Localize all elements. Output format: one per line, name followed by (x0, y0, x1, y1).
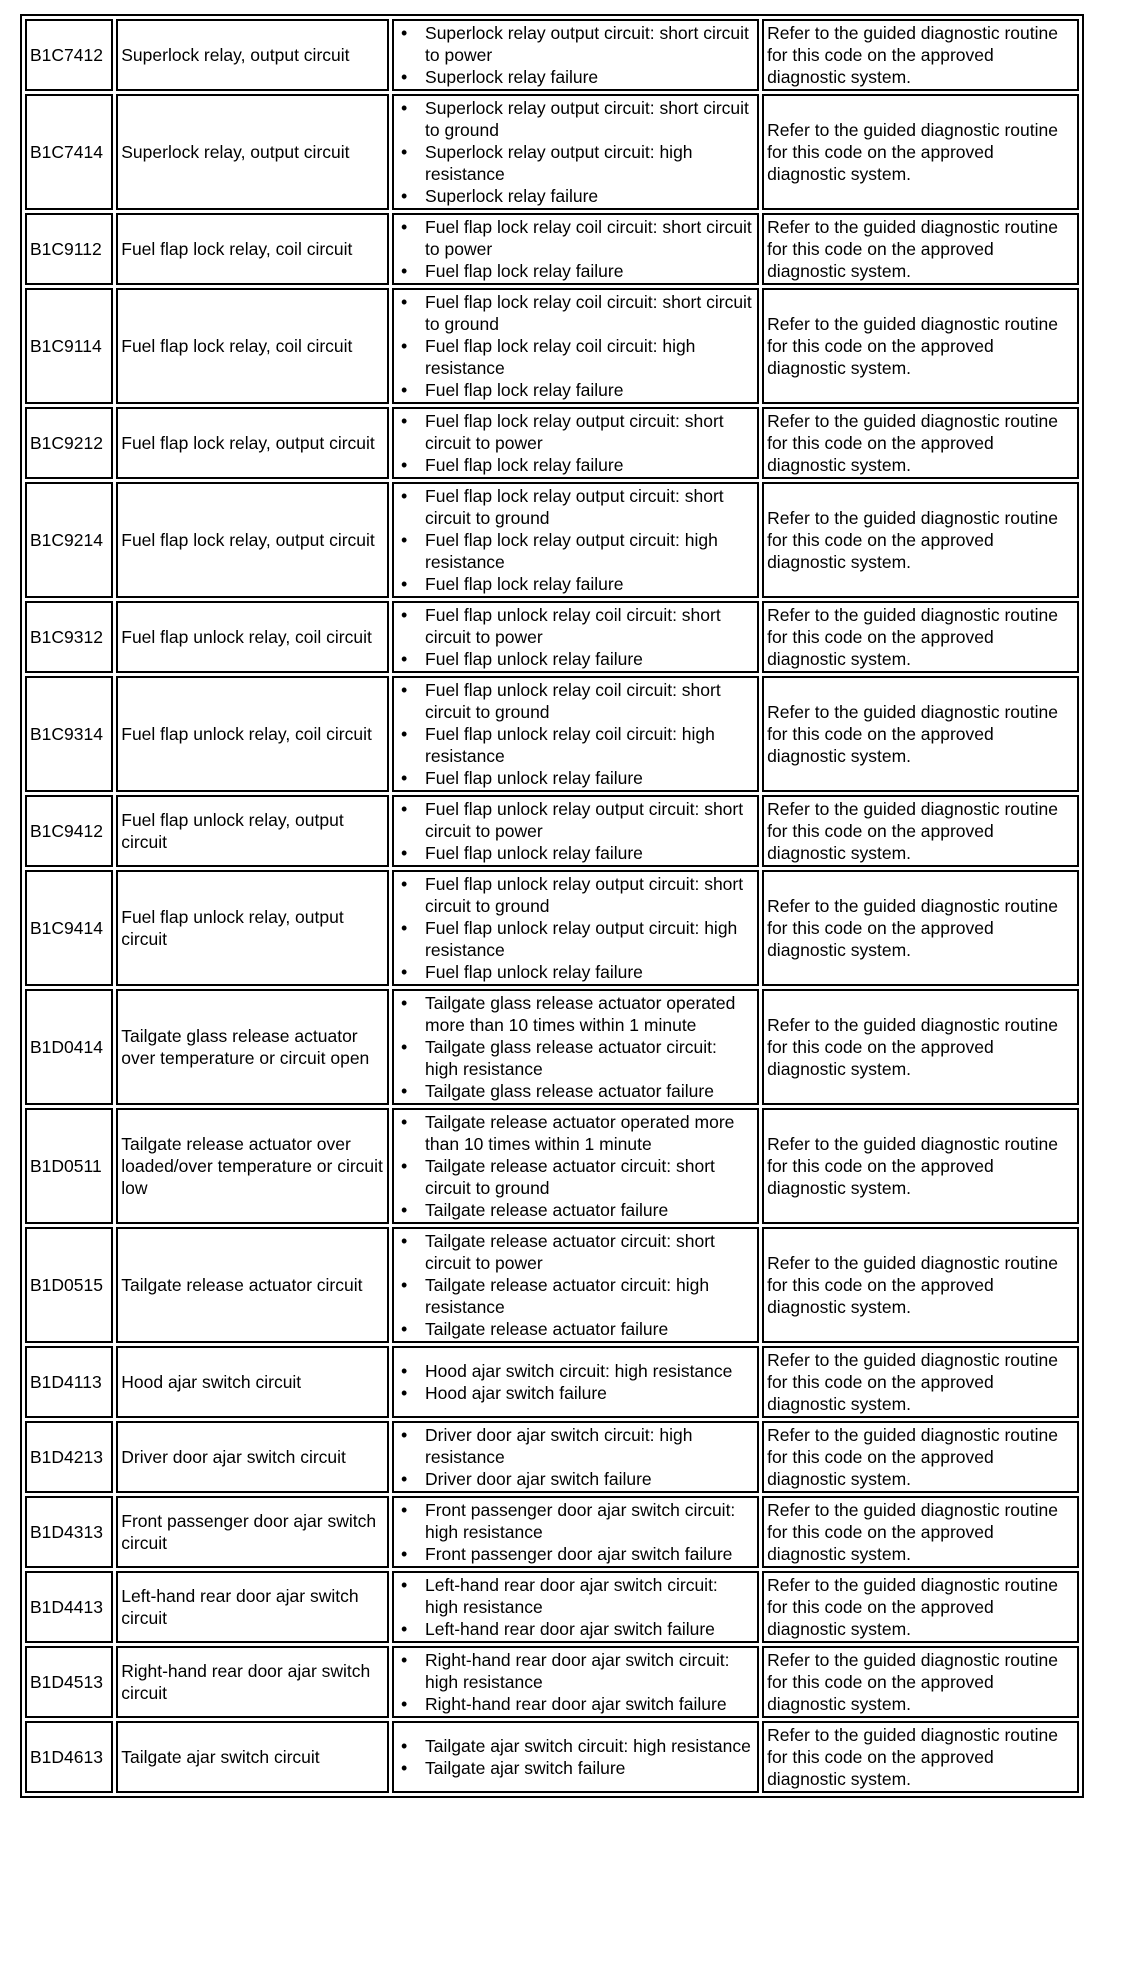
causes-list (397, 798, 754, 864)
cause-list-item: • Front passenger door ajar switch circuit: high resistance (425, 1499, 754, 1543)
possible-causes-cell (392, 407, 759, 479)
possible-causes-cell (392, 1108, 759, 1224)
dtc-description-cell: Tailgate release actuator circuit (116, 1227, 389, 1343)
cause-list-item: • Fuel flap unlock relay failure (425, 648, 754, 670)
action-cell: Refer to the guided diagnostic routine for this code on the approved diagnostic system. (762, 1346, 1079, 1418)
possible-causes-cell (392, 94, 759, 210)
action-cell: Refer to the guided diagnostic routine for this code on the approved diagnostic system. (762, 1108, 1079, 1224)
cause-list-item: • Left-hand rear door ajar switch circuit: high resistance (425, 1574, 754, 1618)
possible-causes-cell (392, 1346, 759, 1418)
cause-list-item: • Superlock relay output circuit: short circuit to ground (425, 97, 754, 141)
possible-causes-cell (392, 1227, 759, 1343)
dtc-description-cell: Fuel flap lock relay, output circuit (116, 407, 389, 479)
document-page (20, 14, 1084, 1798)
cause-list-item: • Fuel flap lock relay output circuit: short circuit to power (425, 410, 754, 454)
cause-list-item: • Tailgate ajar switch failure (425, 1757, 754, 1779)
action-cell: Refer to the guided diagnostic routine for this code on the approved diagnostic system. (762, 19, 1079, 91)
cause-list-item: • Fuel flap lock relay coil circuit: short circuit to ground (425, 291, 754, 335)
possible-causes-cell (392, 989, 759, 1105)
table-row (25, 601, 1079, 673)
dtc-description-cell: Superlock relay, output circuit (116, 94, 389, 210)
table-row (25, 676, 1079, 792)
table-row (25, 1646, 1079, 1718)
dtc-code-cell: B1D0511 (25, 1108, 113, 1224)
dtc-code-cell: B1C9414 (25, 870, 113, 986)
possible-causes-cell (392, 676, 759, 792)
dtc-code-cell: B1C9214 (25, 482, 113, 598)
possible-causes-cell (392, 1496, 759, 1568)
action-cell: Refer to the guided diagnostic routine for this code on the approved diagnostic system. (762, 676, 1079, 792)
dtc-code-cell: B1D0414 (25, 989, 113, 1105)
dtc-code-cell: B1C9412 (25, 795, 113, 867)
table-row (25, 989, 1079, 1105)
possible-causes-cell (392, 19, 759, 91)
cause-list-item: • Fuel flap lock relay failure (425, 379, 754, 401)
possible-causes-cell (392, 601, 759, 673)
dtc-description-cell: Tailgate glass release actuator over temperature or circuit open (116, 989, 389, 1105)
cause-list-item: • Driver door ajar switch circuit: high resistance (425, 1424, 754, 1468)
table-row (25, 1346, 1079, 1418)
cause-list-item: • Right-hand rear door ajar switch failure (425, 1693, 754, 1715)
cause-list-item: • Fuel flap lock relay failure (425, 573, 754, 595)
causes-list (397, 1499, 754, 1565)
possible-causes-cell (392, 213, 759, 285)
causes-list (397, 22, 754, 88)
cause-list-item: • Tailgate release actuator operated more than 10 times within 1 minute (425, 1111, 754, 1155)
dtc-description-cell: Superlock relay, output circuit (116, 19, 389, 91)
action-cell: Refer to the guided diagnostic routine for this code on the approved diagnostic system. (762, 1571, 1079, 1643)
dtc-code-cell: B1C9114 (25, 288, 113, 404)
cause-list-item: • Fuel flap unlock relay failure (425, 767, 754, 789)
dtc-table (20, 14, 1084, 1798)
cause-list-item: • Fuel flap unlock relay coil circuit: short circuit to power (425, 604, 754, 648)
action-cell: Refer to the guided diagnostic routine for this code on the approved diagnostic system. (762, 1646, 1079, 1718)
cause-list-item: • Fuel flap unlock relay failure (425, 842, 754, 864)
table-row (25, 19, 1079, 91)
dtc-code-cell: B1D4513 (25, 1646, 113, 1718)
action-cell: Refer to the guided diagnostic routine for this code on the approved diagnostic system. (762, 213, 1079, 285)
possible-causes-cell (392, 795, 759, 867)
cause-list-item: • Superlock relay output circuit: high resistance (425, 141, 754, 185)
causes-list (397, 291, 754, 401)
dtc-code-cell: B1D4113 (25, 1346, 113, 1418)
table-row (25, 1108, 1079, 1224)
table-row (25, 870, 1079, 986)
table-row (25, 94, 1079, 210)
cause-list-item: • Fuel flap unlock relay output circuit: short circuit to ground (425, 873, 754, 917)
dtc-code-cell: B1D4313 (25, 1496, 113, 1568)
cause-list-item: • Fuel flap lock relay failure (425, 454, 754, 476)
dtc-description-cell: Right-hand rear door ajar switch circuit (116, 1646, 389, 1718)
dtc-code-cell: B1D4413 (25, 1571, 113, 1643)
dtc-code-cell: B1D0515 (25, 1227, 113, 1343)
cause-list-item: • Tailgate glass release actuator operated more than 10 times within 1 minute (425, 992, 754, 1036)
action-cell: Refer to the guided diagnostic routine for this code on the approved diagnostic system. (762, 1227, 1079, 1343)
causes-list (397, 216, 754, 282)
cause-list-item: • Fuel flap unlock relay output circuit: short circuit to power (425, 798, 754, 842)
cause-list-item: • Tailgate release actuator circuit: high resistance (425, 1274, 754, 1318)
action-cell: Refer to the guided diagnostic routine for this code on the approved diagnostic system. (762, 601, 1079, 673)
causes-list (397, 1230, 754, 1340)
dtc-description-cell: Tailgate release actuator over loaded/over temperature or circuit low (116, 1108, 389, 1224)
cause-list-item: • Hood ajar switch circuit: high resistance (425, 1360, 754, 1382)
table-row (25, 1227, 1079, 1343)
cause-list-item: • Tailgate release actuator failure (425, 1318, 754, 1340)
causes-list (397, 873, 754, 983)
dtc-code-cell: B1C9212 (25, 407, 113, 479)
causes-list (397, 992, 754, 1102)
action-cell: Refer to the guided diagnostic routine for this code on the approved diagnostic system. (762, 482, 1079, 598)
dtc-description-cell: Fuel flap unlock relay, coil circuit (116, 676, 389, 792)
cause-list-item: • Tailgate glass release actuator failure (425, 1080, 754, 1102)
cause-list-item: • Superlock relay failure (425, 66, 754, 88)
dtc-code-cell: B1D4213 (25, 1421, 113, 1493)
table-row (25, 1571, 1079, 1643)
action-cell: Refer to the guided diagnostic routine for this code on the approved diagnostic system. (762, 1721, 1079, 1793)
dtc-description-cell: Hood ajar switch circuit (116, 1346, 389, 1418)
possible-causes-cell (392, 1721, 759, 1793)
cause-list-item: • Tailgate release actuator circuit: short circuit to ground (425, 1155, 754, 1199)
possible-causes-cell (392, 482, 759, 598)
dtc-description-cell: Left-hand rear door ajar switch circuit (116, 1571, 389, 1643)
cause-list-item: • Superlock relay failure (425, 185, 754, 207)
dtc-description-cell: Front passenger door ajar switch circuit (116, 1496, 389, 1568)
cause-list-item: • Fuel flap lock relay output circuit: short circuit to ground (425, 485, 754, 529)
causes-list (397, 1735, 754, 1779)
causes-list (397, 679, 754, 789)
dtc-description-cell: Fuel flap unlock relay, output circuit (116, 870, 389, 986)
cause-list-item: • Fuel flap unlock relay coil circuit: high resistance (425, 723, 754, 767)
cause-list-item: • Fuel flap lock relay output circuit: high resistance (425, 529, 754, 573)
possible-causes-cell (392, 288, 759, 404)
action-cell: Refer to the guided diagnostic routine for this code on the approved diagnostic system. (762, 288, 1079, 404)
table-row (25, 1421, 1079, 1493)
cause-list-item: • Fuel flap lock relay coil circuit: high resistance (425, 335, 754, 379)
possible-causes-cell (392, 1646, 759, 1718)
dtc-code-cell: B1C7412 (25, 19, 113, 91)
cause-list-item: • Fuel flap lock relay failure (425, 260, 754, 282)
dtc-description-cell: Fuel flap unlock relay, coil circuit (116, 601, 389, 673)
cause-list-item: • Hood ajar switch failure (425, 1382, 754, 1404)
causes-list (397, 1649, 754, 1715)
cause-list-item: • Tailgate glass release actuator circuit: high resistance (425, 1036, 754, 1080)
dtc-description-cell: Fuel flap unlock relay, output circuit (116, 795, 389, 867)
causes-list (397, 485, 754, 595)
possible-causes-cell (392, 870, 759, 986)
dtc-code-cell: B1C9112 (25, 213, 113, 285)
dtc-code-cell: B1C9314 (25, 676, 113, 792)
cause-list-item: • Fuel flap unlock relay coil circuit: short circuit to ground (425, 679, 754, 723)
cause-list-item: • Driver door ajar switch failure (425, 1468, 754, 1490)
action-cell: Refer to the guided diagnostic routine for this code on the approved diagnostic system. (762, 870, 1079, 986)
cause-list-item: • Front passenger door ajar switch failure (425, 1543, 754, 1565)
cause-list-item: • Fuel flap lock relay coil circuit: short circuit to power (425, 216, 754, 260)
cause-list-item: • Tailgate ajar switch circuit: high resistance (425, 1735, 754, 1757)
dtc-description-cell: Fuel flap lock relay, coil circuit (116, 213, 389, 285)
dtc-description-cell: Tailgate ajar switch circuit (116, 1721, 389, 1793)
table-row (25, 482, 1079, 598)
table-row (25, 795, 1079, 867)
causes-list (397, 1360, 754, 1404)
table-row (25, 1721, 1079, 1793)
cause-list-item: • Tailgate release actuator failure (425, 1199, 754, 1221)
action-cell: Refer to the guided diagnostic routine for this code on the approved diagnostic system. (762, 1496, 1079, 1568)
action-cell: Refer to the guided diagnostic routine for this code on the approved diagnostic system. (762, 795, 1079, 867)
possible-causes-cell (392, 1421, 759, 1493)
cause-list-item: • Superlock relay output circuit: short circuit to power (425, 22, 754, 66)
possible-causes-cell (392, 1571, 759, 1643)
table-row (25, 213, 1079, 285)
action-cell: Refer to the guided diagnostic routine for this code on the approved diagnostic system. (762, 94, 1079, 210)
dtc-description-cell: Driver door ajar switch circuit (116, 1421, 389, 1493)
cause-list-item: • Right-hand rear door ajar switch circuit: high resistance (425, 1649, 754, 1693)
table-row (25, 288, 1079, 404)
dtc-code-cell: B1C9312 (25, 601, 113, 673)
cause-list-item: • Fuel flap unlock relay output circuit: high resistance (425, 917, 754, 961)
causes-list (397, 410, 754, 476)
table-row (25, 407, 1079, 479)
dtc-table-body (25, 19, 1079, 1793)
action-cell: Refer to the guided diagnostic routine for this code on the approved diagnostic system. (762, 1421, 1079, 1493)
causes-list (397, 1424, 754, 1490)
dtc-description-cell: Fuel flap lock relay, output circuit (116, 482, 389, 598)
dtc-code-cell: B1D4613 (25, 1721, 113, 1793)
action-cell: Refer to the guided diagnostic routine for this code on the approved diagnostic system. (762, 407, 1079, 479)
cause-list-item: • Left-hand rear door ajar switch failure (425, 1618, 754, 1640)
causes-list (397, 604, 754, 670)
causes-list (397, 97, 754, 207)
action-cell: Refer to the guided diagnostic routine for this code on the approved diagnostic system. (762, 989, 1079, 1105)
causes-list (397, 1111, 754, 1221)
causes-list (397, 1574, 754, 1640)
dtc-description-cell: Fuel flap lock relay, coil circuit (116, 288, 389, 404)
cause-list-item: • Tailgate release actuator circuit: short circuit to power (425, 1230, 754, 1274)
table-row (25, 1496, 1079, 1568)
cause-list-item: • Fuel flap unlock relay failure (425, 961, 754, 983)
dtc-code-cell: B1C7414 (25, 94, 113, 210)
